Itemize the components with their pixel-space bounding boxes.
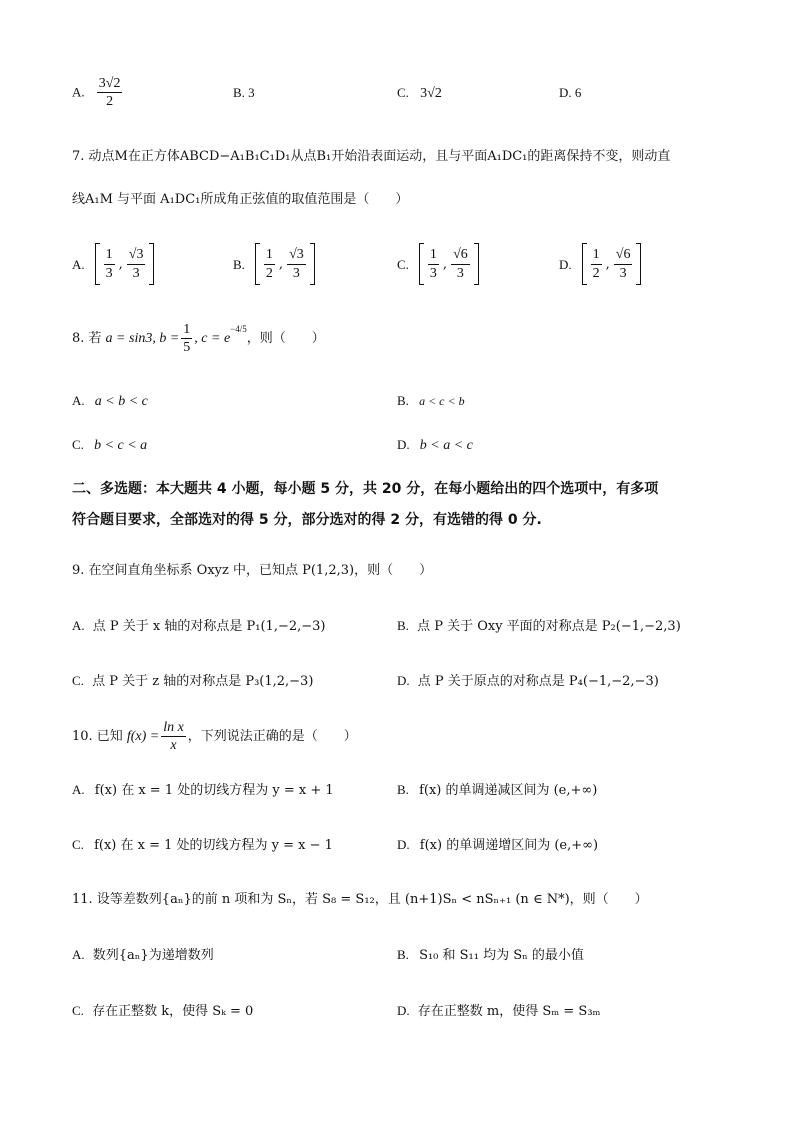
q7-option-c: C. $\frac{1}{3}$ , $\frac{√6}{3}$ bbox=[397, 243, 479, 285]
fraction bbox=[264, 247, 275, 281]
option-text: S₁₀ 和 S₁₁ 均为 Sₙ 的最小值 bbox=[419, 948, 584, 963]
option-label: C. bbox=[72, 673, 84, 688]
q10-option-c bbox=[72, 838, 333, 852]
fraction-numerator: 1 bbox=[428, 247, 439, 264]
q9-option-c bbox=[72, 674, 313, 688]
option-text: 点 P 关于 Oxy 平面的对称点是 P₂(−1,−2,3) bbox=[417, 619, 681, 634]
fraction bbox=[287, 247, 306, 281]
fraction-denominator: 3 bbox=[132, 265, 140, 281]
fraction-numerator: √3 bbox=[127, 247, 146, 264]
fraction-numerator: √3 bbox=[287, 247, 306, 264]
question-suffix: ，下列说法正确的是（ ） bbox=[187, 729, 357, 745]
q10-option-a bbox=[72, 783, 334, 797]
option-label: A. bbox=[72, 947, 85, 962]
q8-option-c bbox=[72, 438, 147, 453]
q10-option-b bbox=[397, 783, 597, 797]
option-label: D. bbox=[397, 1003, 410, 1018]
fraction-denominator: 2 bbox=[592, 265, 600, 281]
math-expression: , c = e bbox=[194, 330, 231, 346]
q11-option-d bbox=[397, 1004, 601, 1018]
option-text: 点 P 关于 z 轴的对称点是 P₃(1,2,−3) bbox=[92, 674, 314, 689]
option-label: B. bbox=[397, 393, 409, 408]
fraction-denominator: 3 bbox=[105, 265, 113, 281]
fraction bbox=[428, 247, 439, 281]
q6-option-d bbox=[559, 86, 581, 99]
fraction bbox=[614, 247, 633, 281]
option-value: 3 bbox=[248, 85, 255, 100]
left-bracket bbox=[582, 243, 587, 285]
math-expression: f(x) = bbox=[126, 728, 160, 744]
fraction-denominator: 2 bbox=[265, 265, 273, 281]
option-text: 点 P 关于 x 轴的对称点是 P₁(1,−2,−3) bbox=[92, 619, 326, 634]
q11-option-a bbox=[72, 948, 214, 962]
option-label: C. bbox=[397, 85, 409, 100]
option-text: f(x) 的单调递增区间为 (e,+∞) bbox=[419, 838, 599, 853]
option-label: A. bbox=[72, 618, 85, 633]
fraction-numerator: √6 bbox=[614, 247, 633, 264]
right-bracket bbox=[149, 243, 154, 285]
option-text: f(x) 在 x = 1 处的切线方程为 y = x + 1 bbox=[94, 783, 334, 798]
option-text: 存在正整数 m，使得 Sₘ = S₃ₘ bbox=[417, 1004, 601, 1019]
option-text: f(x) 的单调递减区间为 (e,+∞) bbox=[419, 783, 598, 798]
section-2-heading-line-2: 符合题目要求，全部选对的得 5 分，部分选对的得 2 分，有选错的得 0 分. bbox=[72, 512, 542, 528]
option-label: C. bbox=[72, 837, 84, 852]
option-text: f(x) 在 x = 1 处的切线方程为 y = x − 1 bbox=[94, 838, 333, 853]
q9-option-d bbox=[397, 674, 659, 688]
option-label: A. bbox=[72, 393, 85, 408]
left-bracket bbox=[95, 243, 100, 285]
fraction-numerator: 1 bbox=[181, 322, 192, 339]
question-number: 8. 若 bbox=[72, 331, 102, 347]
option-value: a < c < b bbox=[419, 394, 465, 408]
q9-option-a bbox=[72, 619, 326, 633]
fraction bbox=[161, 720, 186, 754]
fraction bbox=[591, 247, 602, 281]
option-label: D. bbox=[559, 256, 572, 272]
question-7-line-2: 线A₁M 与平面 A₁DC₁所成角正弦值的取值范围是（ ） bbox=[72, 192, 409, 207]
fraction-denominator: 5 bbox=[183, 340, 191, 356]
fraction-denominator: 2 bbox=[106, 94, 114, 110]
q10-option-d bbox=[397, 838, 598, 852]
q6-option-c bbox=[397, 86, 442, 101]
q9-option-b bbox=[397, 619, 681, 633]
option-label: C. bbox=[72, 1003, 84, 1018]
q8-option-a bbox=[72, 394, 148, 409]
math-expression: a = sin3, b = bbox=[105, 330, 180, 346]
q6-option-b bbox=[233, 86, 255, 99]
q8-option-b bbox=[397, 394, 465, 408]
question-number: 10. 已知 bbox=[72, 729, 123, 745]
question-suffix: ，则（ ） bbox=[246, 331, 325, 347]
fraction-denominator: 3 bbox=[292, 265, 300, 281]
q6-option-a bbox=[72, 76, 124, 110]
option-label: A. bbox=[72, 84, 85, 100]
fraction bbox=[181, 322, 192, 356]
question-10-stem bbox=[72, 720, 357, 754]
fraction bbox=[97, 76, 123, 110]
option-value: b < c < a bbox=[94, 438, 148, 453]
option-label: D. bbox=[397, 673, 410, 688]
question-9-stem: 9. 在空间直角坐标系 Oxyz 中，已知点 P(1,2,3)，则（ ） bbox=[72, 563, 433, 578]
q7-option-b: B. $\frac{1}{2}$ , $\frac{√3}{3}$ bbox=[233, 243, 315, 285]
q7-option-d: D. $\frac{1}{2}$ , $\frac{√6}{3}$ bbox=[559, 243, 641, 285]
option-value: 6 bbox=[574, 85, 582, 100]
question-11-stem: 11. 设等差数列{aₙ}的前 n 项和为 Sₙ，若 S₈ = S₁₂，且 (n+1)Sₙ < nSₙ₊₁ (n ∈ N*)，则（ ） bbox=[72, 892, 648, 907]
left-bracket bbox=[419, 243, 424, 285]
fraction bbox=[127, 247, 146, 281]
right-bracket bbox=[474, 243, 479, 285]
option-value: 3√2 bbox=[420, 86, 442, 101]
fraction-numerator: 1 bbox=[591, 247, 602, 264]
fraction-denominator: 3 bbox=[619, 265, 627, 281]
option-text: 数列{aₙ}为递增数列 bbox=[92, 948, 214, 963]
option-label: C. bbox=[72, 437, 84, 452]
fraction bbox=[104, 247, 115, 281]
fraction-denominator: 3 bbox=[456, 265, 464, 281]
fraction-numerator: √6 bbox=[451, 247, 470, 264]
question-8-stem bbox=[72, 322, 325, 356]
fraction-numerator: 1 bbox=[264, 247, 275, 264]
fraction-denominator: x bbox=[170, 738, 177, 754]
option-label: D. bbox=[397, 837, 410, 852]
question-7-line-1: 7. 动点M在正方体ABCD−A₁B₁C₁D₁从点B₁开始沿表面运动，且与平面A₁DC₁的距离保持不变，则动直 bbox=[72, 149, 671, 164]
fraction-numerator: 1 bbox=[104, 247, 115, 264]
option-label: B. bbox=[397, 618, 409, 633]
section-2-heading-line-1: 二、多选题：本大题共 4 小题，每小题 5 分，共 20 分，在每小题给出的四个选项中，有多项 bbox=[72, 481, 659, 497]
q7-option-a: A. $\frac{1}{3}$ , $\frac{√3}{3}$ bbox=[72, 243, 154, 285]
option-label: B. bbox=[397, 782, 409, 797]
fraction bbox=[451, 247, 470, 281]
option-label: D. bbox=[397, 437, 410, 452]
option-label: A. bbox=[72, 256, 85, 272]
option-label: B. bbox=[233, 256, 245, 272]
q11-option-c bbox=[72, 1004, 253, 1018]
option-label: A. bbox=[72, 782, 85, 797]
option-label: D. bbox=[559, 85, 572, 100]
q8-option-d bbox=[397, 438, 473, 453]
option-label: B. bbox=[233, 85, 245, 100]
option-label: C. bbox=[397, 256, 409, 272]
q11-option-b bbox=[397, 948, 584, 962]
option-value: b < a < c bbox=[419, 438, 473, 453]
fraction-denominator: 3 bbox=[429, 265, 437, 281]
right-bracket bbox=[636, 243, 641, 285]
option-text: 存在正整数 k，使得 Sₖ = 0 bbox=[92, 1004, 254, 1019]
option-value: a < b < c bbox=[94, 394, 148, 409]
option-text: 点 P 关于原点的对称点是 P₄(−1,−2,−3) bbox=[417, 674, 659, 689]
left-bracket bbox=[255, 243, 260, 285]
fraction-numerator: 3√2 bbox=[97, 76, 123, 93]
option-label: B. bbox=[397, 947, 409, 962]
exponent: −4/5 bbox=[230, 324, 247, 335]
fraction-numerator: ln x bbox=[161, 720, 186, 737]
right-bracket bbox=[310, 243, 315, 285]
